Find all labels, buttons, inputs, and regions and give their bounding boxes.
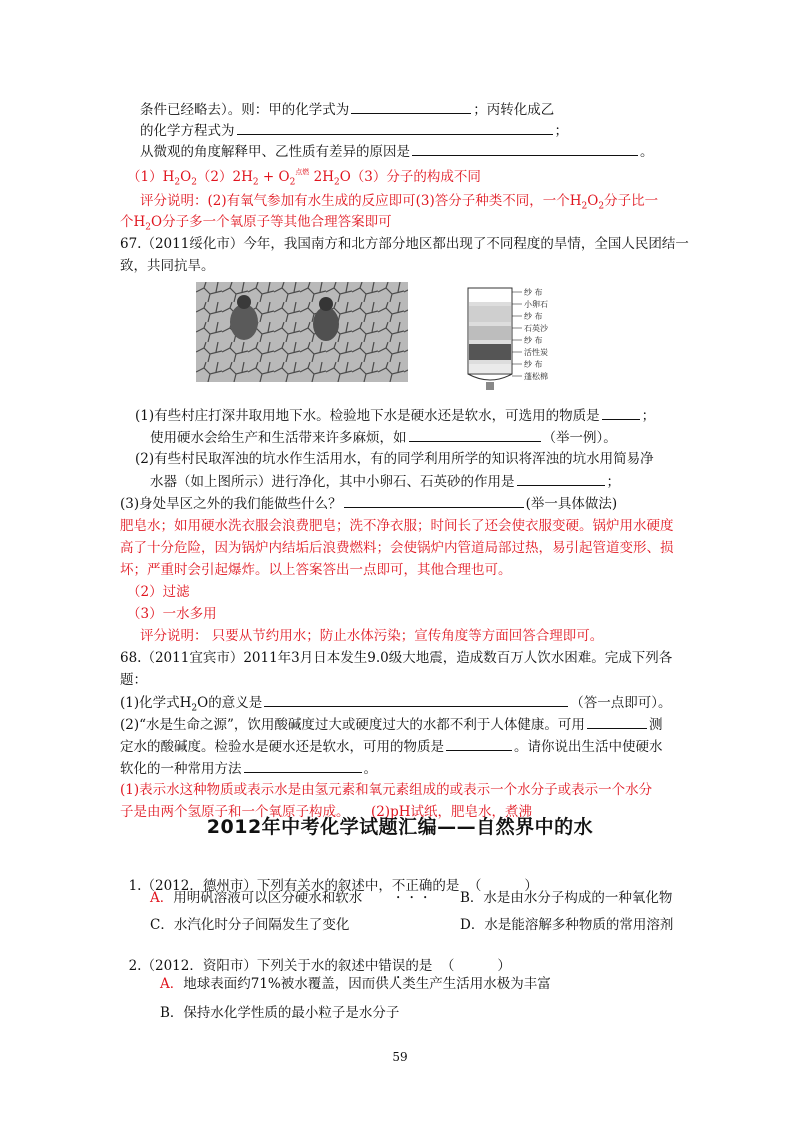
q1-2012-stem-b: 的是 （ ） — [432, 878, 538, 894]
q67-q1a — [135, 406, 655, 425]
q66-blank-reason[interactable] — [412, 142, 638, 156]
q68-stem2: 题： — [120, 672, 147, 688]
q2-2012-optA — [160, 975, 551, 993]
q66-blank-jia[interactable] — [351, 100, 471, 114]
q1-2012-optB: B．水是由水分子构成的一种氧化物 — [460, 890, 673, 906]
water-filter-diagram — [460, 282, 600, 400]
q66-line3-text: 从微观的角度解释甲、乙性质有差异的原因是 — [140, 144, 410, 160]
q66-note2-b: O分子多一个氧原子等其他合理答案即可 — [151, 214, 392, 230]
q66-note1-c: 分子比一 — [604, 193, 659, 209]
q66-note1-sub: 2 — [581, 201, 588, 212]
filter-label-1: 纱 布 — [524, 288, 543, 297]
filter-label-3: 纱 布 — [524, 312, 543, 321]
q66-line2-text: 的化学方程式为 — [140, 123, 235, 139]
q67-ans1: 肥皂水；如用硬水洗衣服会浪费肥皂；洗不净衣服；时间长了还会使衣服变硬。锅炉用水硬度 — [120, 518, 674, 534]
q67-q3-text: (3)身处旱区之外的我们能做些什么？ — [120, 496, 342, 512]
q66-line3-end: 。 — [640, 144, 654, 160]
q67-ans4: （2）过滤 — [127, 584, 190, 600]
option-a-letter: A． — [150, 890, 174, 906]
filter-label-6: 活性炭 — [524, 348, 548, 357]
q68-q1-text: (1)化学式H — [120, 695, 192, 711]
q67-ans5: （3）一水多用 — [127, 606, 217, 622]
q66-answer-e: O（3）分子的构成不同 — [339, 169, 481, 185]
filter-label-4: 石英沙 — [524, 324, 548, 333]
q66-note2-a: 个H — [120, 214, 146, 230]
q66-line2-end: ； — [554, 123, 568, 139]
q66-blank-equation[interactable] — [237, 121, 553, 135]
q67-stem2: 致，共同抗旱。 — [120, 258, 215, 274]
drought-photo — [196, 282, 408, 382]
q66-sub-b: 2 — [191, 177, 197, 188]
q68-ans2: 子是由两个氢原子和一个氧原子构成。 (2)pH试纸，肥皂水，煮沸 — [120, 804, 532, 820]
q68-ans1: (1)表示水这种物质或表示水是由氢元素和氧元素组成的或表示一个水分子或表示一个水分 — [120, 782, 653, 798]
filter-label-7: 纱 布 — [524, 360, 543, 369]
q66-sub-c: 2 — [252, 177, 259, 188]
q67-q1b — [150, 428, 617, 447]
q68-q2a — [120, 715, 662, 734]
filter-label-8: 蓬松棉 — [524, 372, 548, 381]
q67-q1b-end: （举一例）。 — [542, 430, 617, 446]
option-a-text-2: 地球表面约71%被水覆盖，因而供人类生产生活用水极为丰富 — [183, 976, 551, 992]
q66-note1-b: O — [587, 193, 599, 209]
q68-q2c-text: 软化的一种常用方法 — [120, 761, 242, 777]
q68-q2a-text: (2)“水是生命之源”，饮用酸碱度过大或硬度过大的水都不利于人体健康。可用 — [120, 717, 585, 733]
q67-blank-4[interactable] — [344, 494, 524, 508]
q66-answer-d: 2H — [309, 169, 334, 185]
q67-blank-1[interactable] — [602, 406, 640, 420]
q67-q3 — [120, 494, 617, 513]
q67-note: 评分说明： 只要从节约用水；防止水体污染；宣传角度等方面回答合理即可。 — [140, 628, 604, 644]
q66-note1-text: 评分说明：(2)有氧气参加有水生成的反应即可(3)答分子种类不同，一个H — [140, 193, 582, 209]
q1-2012-optD: D．水是能溶解多种物质的常用溶剂 — [460, 917, 674, 933]
q1-2012-optC: C．水汽化时分子间隔发生了变化 — [150, 917, 350, 933]
q67-stem1: 67.（2011绥化市）今年，我国南方和北方部分地区都出现了不同程度的旱情，全国人民团结一 — [120, 236, 689, 252]
q66-line3 — [140, 142, 654, 161]
q67-q1a-text: (1)有些村庄打深井取用地下水。检验地下水是硬水还是软水，可选用的物质是 — [135, 408, 600, 424]
q67-q1a-end: ； — [641, 408, 656, 424]
section-title: 2012年中考化学试题汇编——自然界中的水 — [206, 816, 594, 838]
q68-q2b-end: 。请你说出生活中使硬水 — [514, 739, 663, 755]
q66-answer-b: （2）2H — [196, 169, 253, 185]
q2-2012-stem-b: 的是 （ ） — [405, 958, 511, 974]
q68-q2b-text: 定水的酸碱度。检验水是硬水还是软水，可用的物质是 — [120, 739, 444, 755]
option-a-text: 用明矾溶液可以区分硬水和软水 — [173, 890, 363, 906]
q66-line1-text: 条件已经略去）。则：甲的化学式为 — [140, 102, 350, 118]
q2-2012-stem-emph: 错误 — [378, 958, 406, 974]
filter-label-5: 纱 布 — [524, 336, 543, 345]
q67-q2b-end: ； — [606, 474, 620, 490]
q66-note1-sub-b: 2 — [598, 201, 605, 212]
q66-note2-sub: 2 — [145, 222, 152, 233]
q68-q1-end: （答一点即可）。 — [570, 695, 672, 711]
q66-answer: $(1)H_2O_2(2)2H_2 + O_2^{点燃}$ $2H_2O(3)$分子的构成不同 — [127, 168, 481, 188]
q68-q2a-end: 测 — [648, 717, 663, 733]
q66-condition: 点燃 — [295, 168, 310, 176]
option-a-letter-2: A． — [160, 976, 184, 992]
q68-q1-sub: 2 — [191, 703, 198, 714]
q1-2012-optA — [150, 889, 362, 907]
q1-2012-stem-emph: 不正确 — [391, 878, 433, 894]
q68-q2c-end: 。 — [363, 761, 377, 777]
q67-q2b — [150, 472, 620, 491]
q67-ans2: 高了十分危险，因为锅炉内结垢后浪费燃料；会使锅炉内管道局部过热，易引起管道变形、损 — [120, 540, 674, 556]
q66-answer-c: + O — [258, 169, 290, 185]
q2-2012-stem-a: 2.（2012．资阳市）下列关于水的叙述中 — [128, 958, 379, 974]
q67-q3-end: (举一具体做法) — [525, 496, 618, 512]
q66-sub-e: 2 — [333, 177, 340, 188]
q68-q1-b: O的意义是 — [197, 695, 263, 711]
q68-q1 — [120, 693, 671, 718]
q67-ans3: 坏；严重时会引起爆炸。以上答案答出一点即可，其他合理也可。 — [120, 562, 512, 578]
q67-blank-3[interactable] — [517, 472, 605, 486]
q66-answer-a: （1）H — [127, 169, 175, 185]
q68-blank-1[interactable] — [264, 693, 568, 707]
q68-stem1: 68.（2011宜宾市）2011年3月日本发生9.0级大地震，造成数百万人饮水困难。完成下列各 — [120, 650, 673, 666]
q67-q2a: (2)有些村民取浑浊的坑水作生活用水，有的同学利用所学的知识将浑浊的坑水用简易净 — [135, 451, 654, 467]
q68-blank-4[interactable] — [244, 759, 362, 773]
q68-blank-3[interactable] — [446, 737, 512, 751]
q66-note2 — [120, 213, 392, 237]
q66-sub: 2 — [174, 177, 181, 188]
q67-q2b-text: 水器（如上图所示）进行净化，其中小卵石、石英砂的作用是 — [150, 474, 515, 490]
q67-q1b-text: 使用硬水会给生产和生活带来许多麻烦，如 — [150, 430, 407, 446]
q66-line2 — [140, 121, 568, 140]
q68-q2b — [120, 737, 663, 756]
q2-2012-optB: B．保持水化学性质的最小粒子是水分子 — [160, 1005, 400, 1021]
filter-label-2: 小卵石 — [524, 300, 548, 309]
page-number: 59 — [392, 1050, 408, 1064]
q68-blank-2[interactable] — [587, 715, 647, 729]
q67-blank-2[interactable] — [409, 428, 541, 442]
q66-line1 — [140, 100, 554, 119]
q66-sub-d: 2 — [289, 177, 296, 188]
q68-q2c — [120, 759, 377, 778]
q66-line1-text-b: ；丙转化成乙 — [473, 102, 555, 118]
q1-2012-stem-a: 1.（2012．德州市）下列有关水的叙述中， — [128, 878, 392, 894]
